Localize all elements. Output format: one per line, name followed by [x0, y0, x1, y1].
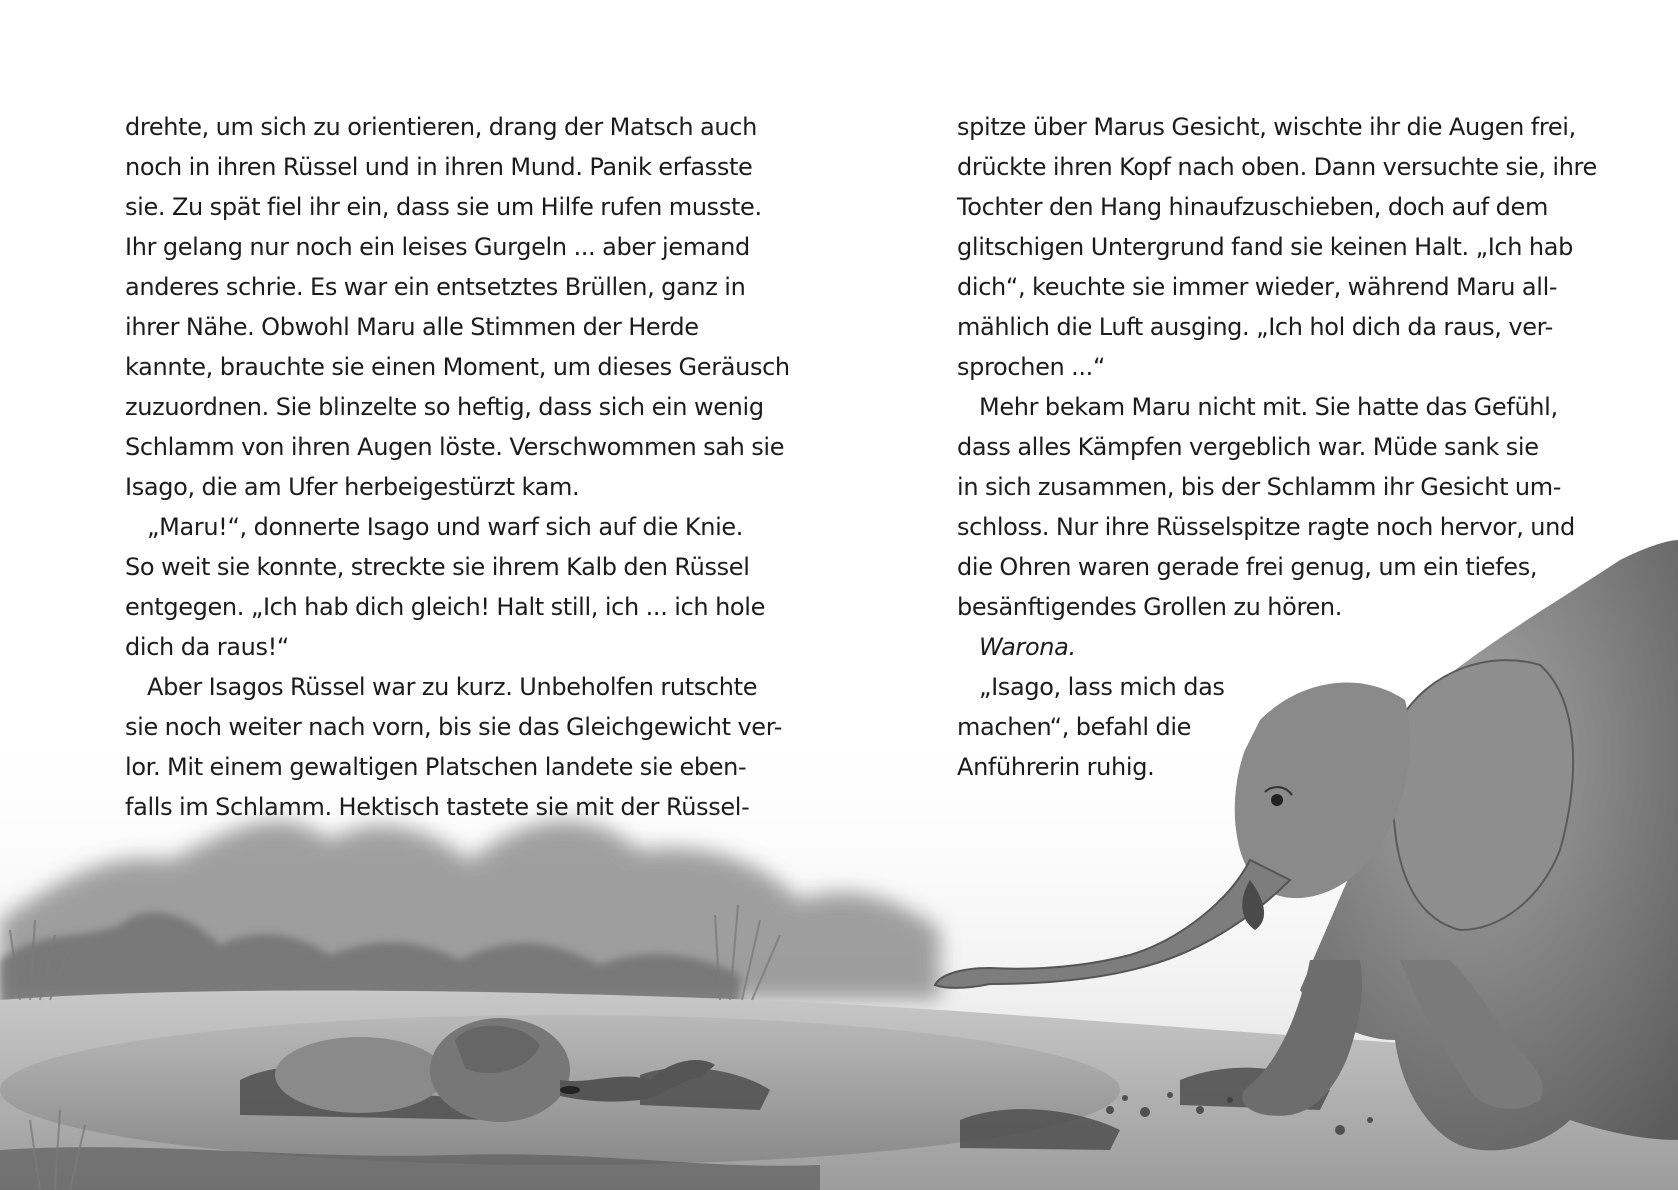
text-line: zuzuordnen. Sie blinzelte so heftig, dass sich ein wenig — [125, 393, 764, 421]
text-line: mählich die Luft ausging. „Ich hol dich da raus, ver- — [957, 313, 1553, 341]
italic-name-line: Warona. — [979, 633, 1076, 661]
text-line: falls im Schlamm. Hektisch tastete sie mit der Rüssel- — [125, 793, 750, 821]
text-line: schloss. Nur ihre Rüsselspitze ragte noch hervor, und — [957, 513, 1575, 541]
text-line: spitze über Marus Gesicht, wischte ihr die Augen frei, — [957, 113, 1576, 141]
left-page-text — [125, 107, 790, 827]
text-line: anderes schrie. Es war ein entsetztes Brüllen, ganz in — [125, 273, 746, 301]
paragraph-start-line: Aber Isagos Rüssel war zu kurz. Unbeholfen rutschte — [147, 673, 758, 701]
text-line: sie noch weiter nach vorn, bis sie das Gleichgewicht ver- — [125, 713, 783, 741]
text-line: entgegen. „Ich hab dich gleich! Halt still, ich ... ich hole — [125, 593, 766, 621]
right-page-text — [957, 107, 1597, 787]
text-line: Schlamm von ihren Augen löste. Verschwommen sah sie — [125, 433, 785, 461]
text-line: Anführerin ruhig. — [957, 753, 1155, 781]
text-line: dich“, keuchte sie immer wieder, während Maru all- — [957, 273, 1558, 301]
text-line: drehte, um sich zu orientieren, drang der Matsch auch — [125, 113, 757, 141]
text-line: So weit sie konnte, streckte sie ihrem Kalb den Rüssel — [125, 553, 750, 581]
text-line: lor. Mit einem gewaltigen Platschen landete sie eben- — [125, 753, 747, 781]
paragraph-start-line: „Maru!“, donnerte Isago und warf sich auf die Knie. — [147, 513, 744, 541]
text-line: Tochter den Hang hinaufzuschieben, doch auf dem — [957, 193, 1548, 221]
text-line: dass alles Kämpfen vergeblich war. Müde sank sie — [957, 433, 1539, 461]
text-line: Ihr gelang nur noch ein leises Gurgeln ... aber jemand — [125, 233, 750, 261]
text-line: drückte ihren Kopf nach oben. Dann versuchte sie, ihre — [957, 153, 1597, 181]
paragraph-start-line: „Isago, lass mich das — [979, 673, 1225, 701]
text-line: noch in ihren Rüssel und in ihren Mund. Panik erfasste — [125, 153, 753, 181]
text-line: machen“, befahl die — [957, 713, 1192, 741]
text-line: ihrer Nähe. Obwohl Maru alle Stimmen der Herde — [125, 313, 699, 341]
text-line: besänftigendes Grollen zu hören. — [957, 593, 1343, 621]
text-line: Isago, die am Ufer herbeigestürzt kam. — [125, 473, 580, 501]
text-line: in sich zusammen, bis der Schlamm ihr Gesicht um- — [957, 473, 1562, 501]
text-line: sprochen ...“ — [957, 353, 1106, 381]
paragraph-start-line: Mehr bekam Maru nicht mit. Sie hatte das Gefühl, — [979, 393, 1558, 421]
text-line: dich da raus!“ — [125, 633, 289, 661]
text-line: sie. Zu spät fiel ihr ein, dass sie um Hilfe rufen musste. — [125, 193, 762, 221]
text-line: kannte, brauchte sie einen Moment, um dieses Geräusch — [125, 353, 790, 381]
text-line: glitschigen Untergrund fand sie keinen Halt. „Ich hab — [957, 233, 1574, 261]
text-line: die Ohren waren gerade frei genug, um ein tiefes, — [957, 553, 1538, 581]
